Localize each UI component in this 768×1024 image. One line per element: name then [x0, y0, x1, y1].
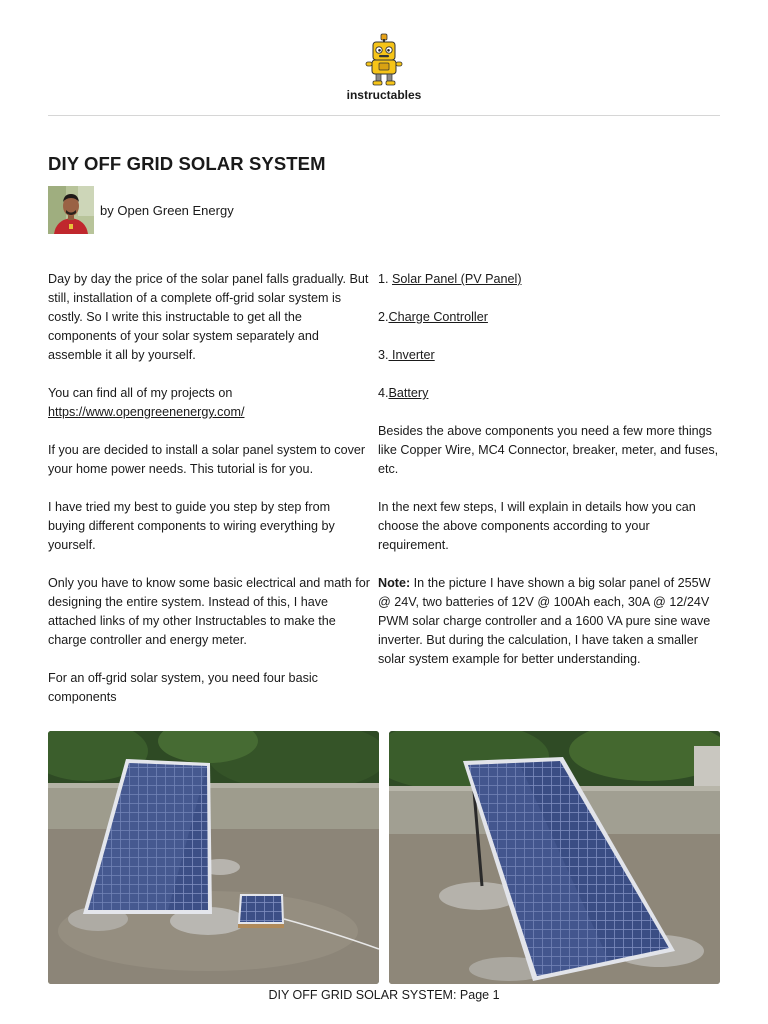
item-number: 1.: [378, 272, 393, 286]
component-item-4: [378, 384, 720, 403]
requirements-paragraph: Only you have to know some basic electrical and math for designing the entire system. Instead of this, I have attached links of my other Instructables to make the charge controller and energy meter.: [48, 576, 370, 647]
author-name[interactable]: Open Green Energy: [117, 203, 234, 218]
byline-prefix: by: [100, 203, 114, 218]
website-link[interactable]: https://www.opengreenenergy.com/: [48, 405, 245, 419]
projects-text: You can find all of my projects on: [48, 386, 233, 400]
solar-panel-photo-2[interactable]: [389, 731, 720, 984]
audience-paragraph: If you are decided to install a solar panel system to cover your home power needs. This tutorial is for you.: [48, 443, 366, 476]
item-number: 3.: [378, 348, 389, 362]
next-steps-paragraph: In the next few steps, I will explain in details how you can choose the above components according to your requirement.: [378, 500, 696, 552]
note-text: In the picture I have shown a big solar panel of 255W @ 24V, two batteries of 12V @ 100Ah each, 30A @ 12/24V PWM solar charge controller and a 1600 VA pure sine wave inverter. But during the calculation, I have taken a smaller solar system example for better understanding.: [378, 576, 711, 666]
guide-paragraph: I have tried my best to guide you step by step from buying different components to wiring everything by yourself.: [48, 500, 335, 552]
article-title: DIY OFF GRID SOLAR SYSTEM: [48, 153, 326, 174]
component-item-3: [378, 346, 720, 365]
right-text-column: [378, 270, 720, 688]
note-label: Note:: [378, 576, 411, 590]
item-number: 4.: [378, 386, 389, 400]
instructables-robot-logo[interactable]: [362, 33, 406, 87]
page-footer: DIY OFF GRID SOLAR SYSTEM: Page 1: [268, 988, 500, 1002]
solar-panel-link[interactable]: Solar Panel (PV Panel): [392, 272, 522, 286]
components-intro-paragraph: For an off-grid solar system, you need four basic components: [48, 671, 318, 704]
inverter-link[interactable]: Inverter: [388, 348, 435, 362]
intro-paragraph: Day by day the price of the solar panel falls gradually. But still, installation of a complete off-grid solar system is costly. So I write this instructable to get all the components of your solar system separately and assemble it all by yourself.: [48, 272, 369, 362]
note-paragraph: [378, 574, 720, 669]
solar-panel-photo-1[interactable]: [48, 731, 379, 984]
author-avatar[interactable]: [48, 186, 94, 234]
author-byline: [100, 203, 234, 218]
component-item-2: [378, 308, 720, 327]
extras-paragraph: Besides the above components you need a few more things like Copper Wire, MC4 Connector, breaker, meter, and fuses, etc.: [378, 424, 719, 476]
header-divider: [48, 115, 720, 116]
charge-controller-link[interactable]: Charge Controller: [388, 310, 488, 324]
item-number: 2.: [378, 310, 389, 324]
component-item-1: [378, 270, 720, 289]
battery-link[interactable]: Battery: [388, 386, 429, 400]
brand-name[interactable]: instructables: [346, 88, 422, 102]
projects-paragraph: [48, 384, 370, 422]
left-text-column: [48, 270, 370, 726]
